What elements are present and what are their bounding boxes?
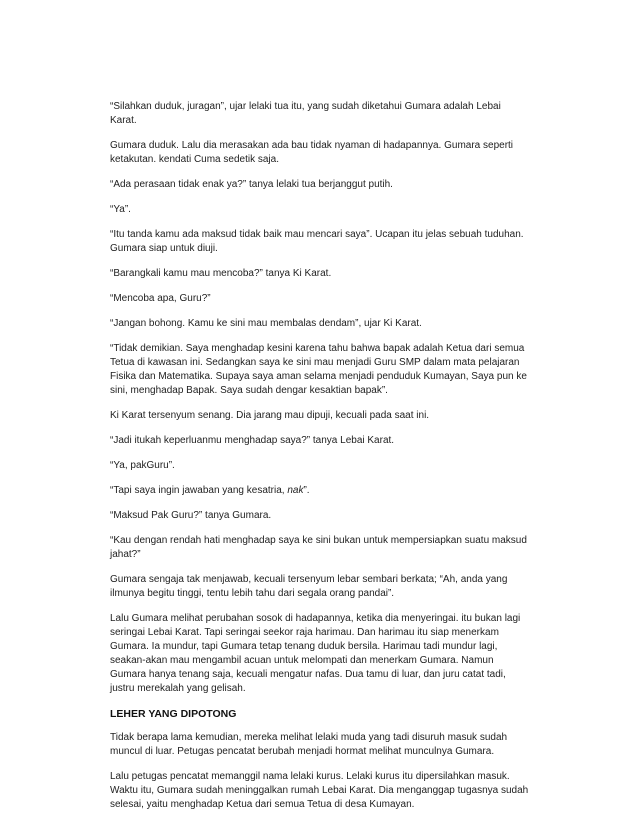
paragraph-text: “Tapi saya ingin jawaban yang kesatria, [110, 485, 288, 496]
paragraph: “Ada perasaan tidak enak ya?” tanya lelaki tua berjanggut putih. [110, 179, 393, 190]
paragraph: “Jadi itukah keperluanmu menghadap saya?” tanya Lebai Karat. [110, 435, 395, 446]
paragraph: “Itu tanda kamu ada maksud tidak baik mau mencari saya”. Ucapan itu jelas sebuah tuduhan. Gumara siap untuk diuji. [110, 229, 524, 254]
paragraph: Gumara sengaja tak menjawab, kecuali tersenyum lebar sembari berkata; “Ah, anda yang ilmunya begitu tinggi, tentu lebih tahu dari segala orang pandai”. [110, 574, 508, 599]
paragraph: Lalu Gumara melihat perubahan sosok di hadapannya, ketika dia menyeringai. itu bukan lagi seringai Lebai Karat. Tapi seringai seekor raja harimau. Dan harimau itu siap menerkam Gumara. Ia mundur, tapi Gumara tetap tenang duduk bersila. Harimau tadi mundur lagi, seakan-akan mau mengambil acuan untuk melompati dan menerkam Gumara. Namun Gumara hanya tenang saja, kecuali mengatur nafas. Dua tamu di luar, dan juru catat tadi, justru merekalah yang gelisah. [110, 613, 521, 694]
paragraph: “Maksud Pak Guru?” tanya Gumara. [110, 510, 272, 521]
paragraph: Ki Karat tersenyum senang. Dia jarang mau dipuji, kecuali pada saat ini. [110, 410, 430, 421]
paragraph: “Kau dengan rendah hati menghadap saya ke sini bukan untuk mempersiapkan suatu maksud jahat?” [110, 535, 527, 560]
paragraph: Gumara duduk. Lalu dia merasakan ada bau tidak nyaman di hadapannya. Gumara seperti ketakutan. kendati Cuma sedetik saja. [110, 140, 514, 165]
paragraph: Tidak berapa lama kemudian, mereka melihat lelaki muda yang tadi disuruh masuk sudah muncul di luar. Petugas pencatat berubah menjadi hormat melihat munculnya Gumara. [110, 732, 508, 757]
document-body [110, 100, 530, 823]
paragraph: Lalu petugas pencatat memanggil nama lelaki kurus. Lelaki kurus itu dipersilahkan masuk. Waktu itu, Gumara sudah meninggalkan rumah Lebai Karat. Dia menganggap tugasnya sudah selesai, yaitu menghadap Ketua dari semua Tetua di desa Kumayan. [110, 771, 529, 810]
section-heading: LEHER YANG DIPOTONG [110, 708, 237, 720]
paragraph: “Mencoba apa, Guru?” [110, 293, 211, 304]
paragraph: “Ya, pakGuru”. [110, 460, 175, 471]
italic-word: nak [287, 485, 304, 496]
paragraph: “Silahkan duduk, juragan”, ujar lelaki tua itu, yang sudah diketahui Gumara adalah Lebai Karat. [110, 101, 501, 126]
paragraph: “Jangan bohong. Kamu ke sini mau membalas dendam”, ujar Ki Karat. [110, 318, 422, 329]
paragraph-with-italic [110, 484, 530, 498]
paragraph: “Barangkali kamu mau mencoba?” tanya Ki Karat. [110, 268, 332, 279]
paragraph: “Ya”. [110, 204, 131, 215]
paragraph-text: ”. [303, 485, 310, 496]
paragraph: “Tidak demikian. Saya menghadap kesini karena tahu bahwa bapak adalah Ketua dari semua Tetua di kawasan ini. Sedangkan saya ke sini mau menjadi Guru SMP dalam mata pelajaran Fisika dan Matematika. Supaya saya aman selama menjadi penduduk Kumayan, Saya pun ke sini, menghadap Bapak. Saya sudah dengar kesaktian bapak”. [110, 343, 527, 396]
